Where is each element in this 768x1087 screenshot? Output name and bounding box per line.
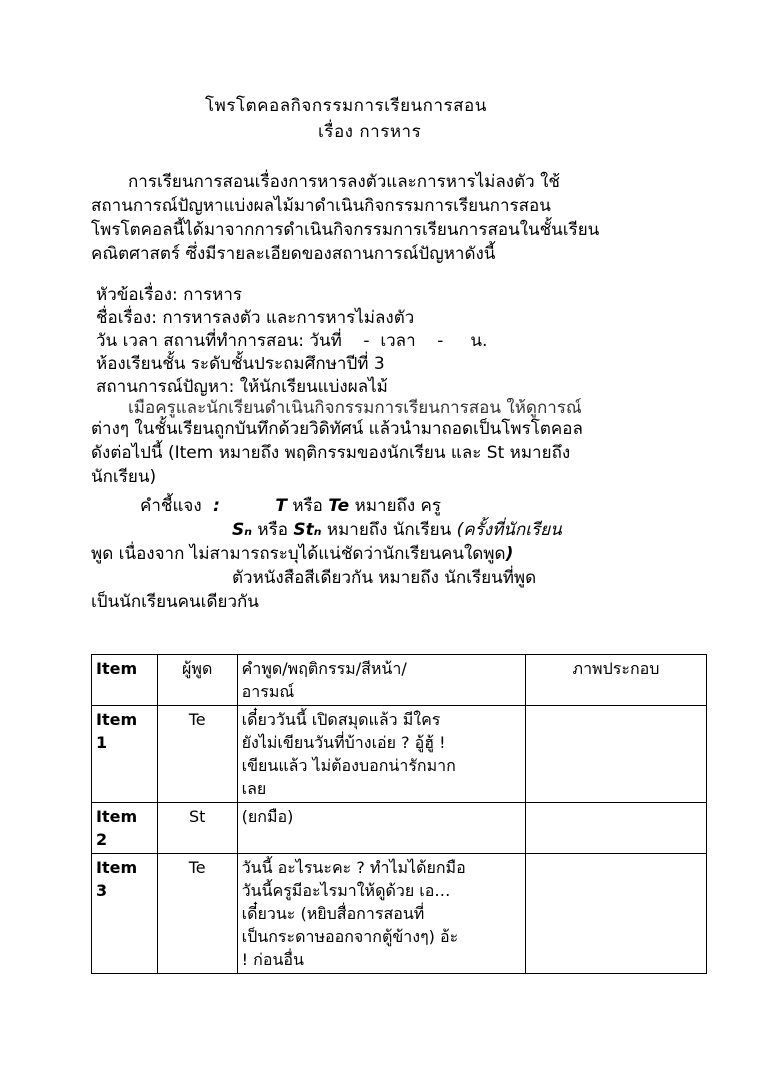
header-speaker: ผู้พูด [157, 655, 237, 706]
info-block [92, 280, 612, 398]
cell-image [525, 706, 706, 803]
legend-row-student [232, 518, 562, 542]
intro-line: การเรียนการสอนเรื่องการหารลงตัวและการหารไม่ลงตัว ใช้ [128, 172, 560, 192]
legend-or: หรือ [257, 520, 288, 540]
info-class: ห้องเรียนชั้น ระดับชั้นประถมศึกษาปีที่ 3 [96, 354, 385, 374]
cell-speech: วันนี้ อะไรนะคะ ? ทำไมได้ยกมือ วันนี้ครูมีอะไรมาให้ดูด้วย เอ… เดี๋ยวนะ (หยิบสื่อการสอนที่ เป็นกระดาษออกจากตู้ข้างๆ) อ้ะ ! ก่อนอื่น [237, 854, 525, 974]
cell-image [525, 854, 706, 974]
legend-st-code: Stₙ [293, 520, 322, 540]
legend-row-teacher [140, 494, 441, 518]
cell-speaker: Te [157, 706, 237, 803]
info-situation: สถานการณ์ปัญหา: ให้นักเรียนแบ่งผลไม้ [96, 377, 388, 397]
cell-item: Item 2 [92, 803, 158, 854]
legend-colon: : [213, 496, 220, 516]
table-row [92, 803, 707, 854]
legend-or: หรือ [292, 496, 323, 516]
page-title: โพรโตคอลกิจกรรมการเรียนการสอน [205, 96, 487, 116]
table-row [92, 854, 707, 974]
cell-speech: (ยกมือ) [237, 803, 525, 854]
legend-same-color: ตัวหนังสือสีเดียวกัน หมายถึง นักเรียนที่พูด [232, 568, 537, 588]
legend-t-code: T [275, 496, 287, 516]
legend-heading: คำชี้แจง [140, 496, 202, 516]
info-subject: ชื่อเรื่อง: การหารลงตัว และการหารไม่ลงตัว [96, 308, 415, 328]
cell-speaker: St [157, 803, 237, 854]
intro-line: คณิตศาสตร์ ซึ่งมีรายละเอียดของสถานการณ์ปัญหาดังนี้ [91, 244, 496, 264]
desc-line: นักเรียน) [91, 467, 157, 487]
cell-item: Item 3 [92, 854, 158, 974]
cell-image [525, 803, 706, 854]
header-speech: คำพูด/พฤติกรรม/สีหน้า/ อารมณ์ [237, 655, 525, 706]
legend-row-student-cont [91, 542, 513, 566]
legend-te-code: Te [328, 496, 350, 516]
legend-s-note-open: (ครั้งที่นักเรียน [456, 520, 562, 540]
cell-speaker: Te [157, 854, 237, 974]
page-subtitle: เรื่อง การหาร [318, 122, 422, 142]
table-row [92, 706, 707, 803]
desc-line: ต่างๆ ในชั้นเรียนถูกบันทึกด้วยวิดิทัศน์ แล้วนำมาถอดเป็นโพรโตคอล [91, 419, 583, 439]
cell-item: Item 1 [92, 706, 158, 803]
intro-line: โพรโตคอลนี้ได้มาจากการดำเนินกิจกรรมการเรียนการสอนในชั้นเรียน [91, 220, 600, 240]
desc-line: ดังต่อไปนี้ (Item หมายถึง พฤติกรรมของนักเรียน และ St หมายถึง [91, 443, 571, 463]
info-datetime: วัน เวลา สถานที่ทำการสอน: วันที่ - เวลา - น. [96, 331, 488, 351]
legend-same-color-cont: เป็นนักเรียนคนเดียวกัน [91, 592, 259, 612]
overlapped-line: เมื่อครูและนักเรียนดำเนินกิจกรรมการเรียนการสอน ให้ดูการณ์ [128, 398, 582, 418]
legend-s-note-close: ) [505, 544, 514, 564]
info-topic: หัวข้อเรื่อง: การหาร [96, 285, 243, 305]
header-image: ภาพประกอบ [525, 655, 706, 706]
legend-s-note-line2: พูด เนื่องจาก ไม่สามารถระบุได้แน่ชัดว่านักเรียนคนใดพูด [91, 544, 506, 564]
intro-line: สถานการณ์ปัญหาแบ่งผลไม้มาดำเนินกิจกรรมการเรียนการสอน [91, 196, 551, 216]
legend-s-meaning: หมายถึง นักเรียน [326, 520, 452, 540]
table-header-row [92, 655, 707, 706]
header-item: Item [92, 655, 158, 706]
legend-s-code: Sₙ [232, 520, 252, 540]
cell-speech: เดี๋ยววันนี้ เปิดสมุดแล้ว มีใคร ยังไม่เขียนวันที่บ้างเอ่ย ? อู้ฮู้ ! เขียนแล้ว ไม่ต้องบอกน่ารักมาก เลย [237, 706, 525, 803]
protocol-table [91, 654, 707, 974]
legend-t-meaning: หมายถึง ครู [354, 496, 442, 516]
